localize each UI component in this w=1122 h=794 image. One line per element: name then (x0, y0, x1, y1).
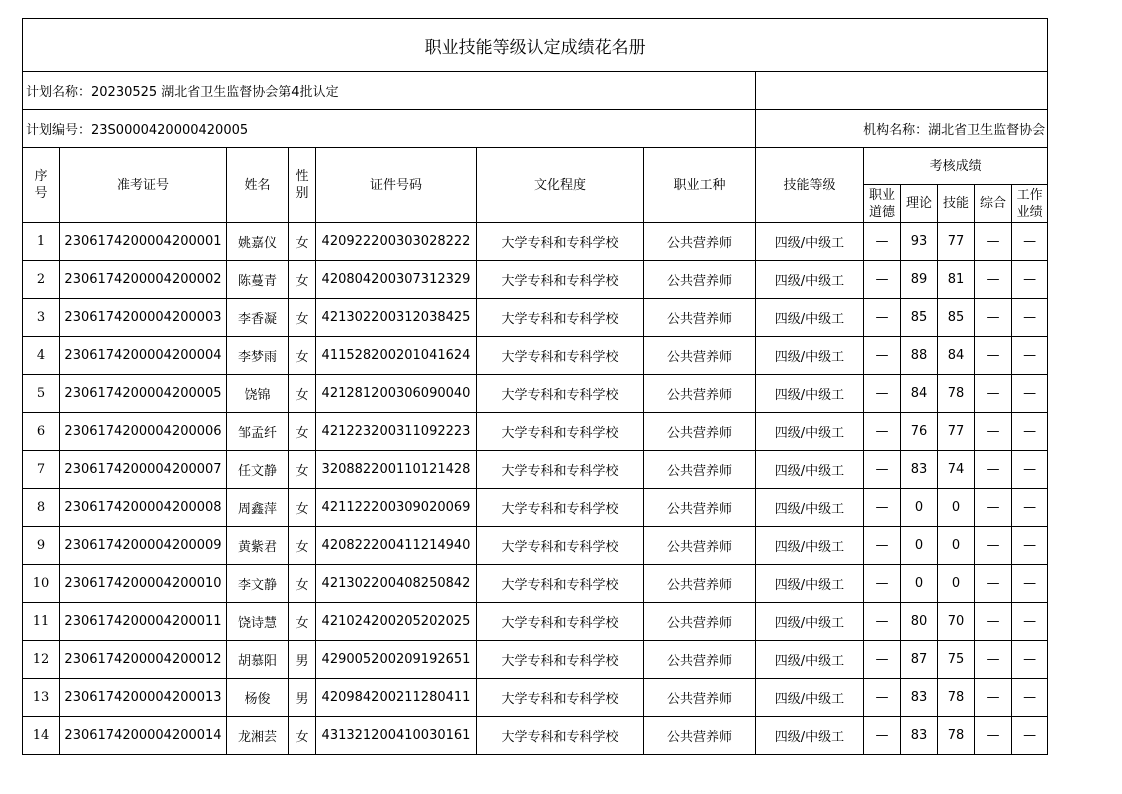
row-exam-no: 2306174200004200006 (60, 413, 227, 451)
row-ethics-score: — (864, 603, 901, 641)
row-skill-level: 四级/中级工 (756, 717, 864, 755)
table-row (23, 489, 1048, 527)
row-seq: 4 (23, 337, 60, 375)
row-ethics-score: — (864, 717, 901, 755)
row-gender: 女 (289, 337, 316, 375)
table-row (23, 413, 1048, 451)
org-name: 机构名称：湖北省卫生监督协会 (756, 110, 1048, 148)
row-occupation: 公共营养师 (644, 299, 756, 337)
row-seq: 1 (23, 223, 60, 261)
header-work-performance (1012, 185, 1048, 223)
table-row (23, 527, 1048, 565)
plan-number: 计划编号：23S0000420000420005 (23, 110, 756, 148)
row-id-no: 421024200205202025 (316, 603, 477, 641)
row-gender: 女 (289, 603, 316, 641)
row-occupation: 公共营养师 (644, 565, 756, 603)
row-name: 黄紫君 (227, 527, 289, 565)
header-comprehensive: 综合 (975, 185, 1012, 223)
row-skill-level: 四级/中级工 (756, 413, 864, 451)
row-ethics-score: — (864, 375, 901, 413)
header-seq-label: 序号 (34, 169, 48, 201)
row-skill-score: 74 (938, 451, 975, 489)
row-work-score: — (1012, 641, 1048, 679)
row-exam-no: 2306174200004200002 (60, 261, 227, 299)
table-row (23, 337, 1048, 375)
row-name: 杨俊 (227, 679, 289, 717)
row-name: 任文静 (227, 451, 289, 489)
row-exam-no: 2306174200004200007 (60, 451, 227, 489)
row-skill-level: 四级/中级工 (756, 679, 864, 717)
row-theory-score: 88 (901, 337, 938, 375)
row-occupation: 公共营养师 (644, 527, 756, 565)
row-education: 大学专科和专科学校 (477, 489, 644, 527)
row-theory-score: 87 (901, 641, 938, 679)
row-gender: 男 (289, 641, 316, 679)
row-gender: 女 (289, 413, 316, 451)
row-seq: 5 (23, 375, 60, 413)
row-seq: 13 (23, 679, 60, 717)
row-comprehensive-score: — (975, 337, 1012, 375)
row-skill-level: 四级/中级工 (756, 527, 864, 565)
row-theory-score: 85 (901, 299, 938, 337)
row-gender: 女 (289, 527, 316, 565)
row-gender: 女 (289, 375, 316, 413)
row-skill-level: 四级/中级工 (756, 641, 864, 679)
header-ethics-label: 职业道德 (868, 187, 895, 220)
header-theory: 理论 (901, 185, 938, 223)
row-name: 胡慕阳 (227, 641, 289, 679)
row-seq: 11 (23, 603, 60, 641)
row-comprehensive-score: — (975, 223, 1012, 261)
row-skill-score: 81 (938, 261, 975, 299)
row-comprehensive-score: — (975, 451, 1012, 489)
row-ethics-score: — (864, 641, 901, 679)
row-id-no: 421302200312038425 (316, 299, 477, 337)
row-skill-level: 四级/中级工 (756, 489, 864, 527)
header-scores: 考核成绩 (864, 148, 1048, 185)
row-work-score: — (1012, 603, 1048, 641)
header-exam-no: 准考证号 (60, 148, 227, 223)
row-ethics-score: — (864, 565, 901, 603)
row-comprehensive-score: — (975, 261, 1012, 299)
row-seq: 8 (23, 489, 60, 527)
row-name: 龙湘芸 (227, 717, 289, 755)
row-id-no: 420922200303028222 (316, 223, 477, 261)
row-name: 李梦雨 (227, 337, 289, 375)
table-row (23, 641, 1048, 679)
row-exam-no: 2306174200004200013 (60, 679, 227, 717)
row-occupation: 公共营养师 (644, 717, 756, 755)
row-gender: 女 (289, 565, 316, 603)
header-gender-label: 性别 (295, 169, 309, 201)
row-skill-score: 70 (938, 603, 975, 641)
table-row (23, 565, 1048, 603)
row-gender: 女 (289, 489, 316, 527)
row-id-no: 421122200309020069 (316, 489, 477, 527)
row-seq: 3 (23, 299, 60, 337)
header-skill-level: 技能等级 (756, 148, 864, 223)
row-comprehensive-score: — (975, 527, 1012, 565)
plan-name-blank (756, 72, 1048, 110)
row-theory-score: 93 (901, 223, 938, 261)
row-occupation: 公共营养师 (644, 641, 756, 679)
row-id-no: 431321200410030161 (316, 717, 477, 755)
row-skill-level: 四级/中级工 (756, 261, 864, 299)
row-skill-score: 78 (938, 717, 975, 755)
row-ethics-score: — (864, 489, 901, 527)
row-id-no: 420804200307312329 (316, 261, 477, 299)
row-ethics-score: — (864, 261, 901, 299)
row-work-score: — (1012, 337, 1048, 375)
row-id-no: 421223200311092223 (316, 413, 477, 451)
row-id-no: 411528200201041624 (316, 337, 477, 375)
row-ethics-score: — (864, 679, 901, 717)
row-exam-no: 2306174200004200003 (60, 299, 227, 337)
row-id-no: 420984200211280411 (316, 679, 477, 717)
row-exam-no: 2306174200004200004 (60, 337, 227, 375)
row-skill-level: 四级/中级工 (756, 299, 864, 337)
row-theory-score: 0 (901, 565, 938, 603)
row-work-score: — (1012, 451, 1048, 489)
row-name: 李香凝 (227, 299, 289, 337)
score-roster-table (22, 18, 1048, 755)
row-occupation: 公共营养师 (644, 337, 756, 375)
row-skill-score: 0 (938, 489, 975, 527)
row-skill-level: 四级/中级工 (756, 451, 864, 489)
row-comprehensive-score: — (975, 717, 1012, 755)
row-exam-no: 2306174200004200009 (60, 527, 227, 565)
row-id-no: 320882200110121428 (316, 451, 477, 489)
header-education: 文化程度 (477, 148, 644, 223)
row-exam-no: 2306174200004200011 (60, 603, 227, 641)
row-seq: 14 (23, 717, 60, 755)
row-education: 大学专科和专科学校 (477, 527, 644, 565)
row-comprehensive-score: — (975, 641, 1012, 679)
row-seq: 6 (23, 413, 60, 451)
row-ethics-score: — (864, 337, 901, 375)
row-occupation: 公共营养师 (644, 375, 756, 413)
row-work-score: — (1012, 565, 1048, 603)
row-comprehensive-score: — (975, 375, 1012, 413)
row-education: 大学专科和专科学校 (477, 641, 644, 679)
row-work-score: — (1012, 223, 1048, 261)
row-theory-score: 83 (901, 717, 938, 755)
row-work-score: — (1012, 299, 1048, 337)
row-name: 饶锦 (227, 375, 289, 413)
row-work-score: — (1012, 679, 1048, 717)
row-occupation: 公共营养师 (644, 679, 756, 717)
row-skill-score: 77 (938, 223, 975, 261)
row-skill-score: 75 (938, 641, 975, 679)
row-work-score: — (1012, 413, 1048, 451)
row-skill-score: 84 (938, 337, 975, 375)
row-id-no: 429005200209192651 (316, 641, 477, 679)
row-ethics-score: — (864, 413, 901, 451)
row-theory-score: 76 (901, 413, 938, 451)
row-name: 姚嘉仪 (227, 223, 289, 261)
row-name: 周鑫萍 (227, 489, 289, 527)
row-skill-score: 0 (938, 565, 975, 603)
row-theory-score: 89 (901, 261, 938, 299)
row-exam-no: 2306174200004200008 (60, 489, 227, 527)
table-row (23, 451, 1048, 489)
row-skill-score: 0 (938, 527, 975, 565)
row-comprehensive-score: — (975, 565, 1012, 603)
row-gender: 男 (289, 679, 316, 717)
table-row (23, 603, 1048, 641)
row-seq: 12 (23, 641, 60, 679)
row-work-score: — (1012, 261, 1048, 299)
row-occupation: 公共营养师 (644, 413, 756, 451)
row-id-no: 421281200306090040 (316, 375, 477, 413)
row-occupation: 公共营养师 (644, 223, 756, 261)
row-exam-no: 2306174200004200012 (60, 641, 227, 679)
row-education: 大学专科和专科学校 (477, 337, 644, 375)
row-work-score: — (1012, 375, 1048, 413)
table-row (23, 679, 1048, 717)
row-education: 大学专科和专科学校 (477, 375, 644, 413)
table-row (23, 223, 1048, 261)
row-comprehensive-score: — (975, 679, 1012, 717)
row-seq: 10 (23, 565, 60, 603)
row-education: 大学专科和专科学校 (477, 679, 644, 717)
row-occupation: 公共营养师 (644, 261, 756, 299)
header-occupation: 职业工种 (644, 148, 756, 223)
row-theory-score: 80 (901, 603, 938, 641)
row-comprehensive-score: — (975, 299, 1012, 337)
header-seq (23, 148, 60, 223)
row-gender: 女 (289, 299, 316, 337)
row-skill-level: 四级/中级工 (756, 337, 864, 375)
table-row (23, 261, 1048, 299)
row-theory-score: 83 (901, 451, 938, 489)
row-name: 李文静 (227, 565, 289, 603)
header-skill: 技能 (938, 185, 975, 223)
row-occupation: 公共营养师 (644, 603, 756, 641)
row-ethics-score: — (864, 451, 901, 489)
row-comprehensive-score: — (975, 603, 1012, 641)
header-work-performance-label: 工作业绩 (1016, 187, 1043, 220)
row-theory-score: 83 (901, 679, 938, 717)
row-id-no: 421302200408250842 (316, 565, 477, 603)
row-theory-score: 0 (901, 527, 938, 565)
row-exam-no: 2306174200004200010 (60, 565, 227, 603)
row-gender: 女 (289, 261, 316, 299)
row-skill-score: 85 (938, 299, 975, 337)
row-skill-score: 78 (938, 375, 975, 413)
row-education: 大学专科和专科学校 (477, 603, 644, 641)
row-theory-score: 0 (901, 489, 938, 527)
header-id-no: 证件号码 (316, 148, 477, 223)
row-seq: 7 (23, 451, 60, 489)
table-row (23, 299, 1048, 337)
row-education: 大学专科和专科学校 (477, 717, 644, 755)
row-skill-score: 77 (938, 413, 975, 451)
row-skill-score: 78 (938, 679, 975, 717)
roster-title: 职业技能等级认定成绩花名册 (23, 19, 1048, 72)
row-name: 饶诗慧 (227, 603, 289, 641)
row-seq: 2 (23, 261, 60, 299)
row-education: 大学专科和专科学校 (477, 223, 644, 261)
row-work-score: — (1012, 489, 1048, 527)
row-work-score: — (1012, 527, 1048, 565)
row-gender: 女 (289, 717, 316, 755)
row-education: 大学专科和专科学校 (477, 565, 644, 603)
row-work-score: — (1012, 717, 1048, 755)
row-gender: 女 (289, 223, 316, 261)
header-gender (289, 148, 316, 223)
row-skill-level: 四级/中级工 (756, 223, 864, 261)
row-comprehensive-score: — (975, 413, 1012, 451)
row-ethics-score: — (864, 223, 901, 261)
row-exam-no: 2306174200004200014 (60, 717, 227, 755)
row-theory-score: 84 (901, 375, 938, 413)
row-education: 大学专科和专科学校 (477, 413, 644, 451)
row-exam-no: 2306174200004200005 (60, 375, 227, 413)
row-skill-level: 四级/中级工 (756, 603, 864, 641)
row-name: 陈蔓青 (227, 261, 289, 299)
row-skill-level: 四级/中级工 (756, 375, 864, 413)
row-ethics-score: — (864, 299, 901, 337)
row-name: 邹孟纤 (227, 413, 289, 451)
header-ethics (864, 185, 901, 223)
header-name: 姓名 (227, 148, 289, 223)
row-seq: 9 (23, 527, 60, 565)
row-exam-no: 2306174200004200001 (60, 223, 227, 261)
row-comprehensive-score: — (975, 489, 1012, 527)
table-row (23, 717, 1048, 755)
plan-name: 计划名称：20230525 湖北省卫生监督协会第4批认定 (23, 72, 756, 110)
row-occupation: 公共营养师 (644, 451, 756, 489)
row-ethics-score: — (864, 527, 901, 565)
row-education: 大学专科和专科学校 (477, 261, 644, 299)
row-skill-level: 四级/中级工 (756, 565, 864, 603)
row-occupation: 公共营养师 (644, 489, 756, 527)
row-id-no: 420822200411214940 (316, 527, 477, 565)
table-row (23, 375, 1048, 413)
row-education: 大学专科和专科学校 (477, 451, 644, 489)
row-gender: 女 (289, 451, 316, 489)
row-education: 大学专科和专科学校 (477, 299, 644, 337)
